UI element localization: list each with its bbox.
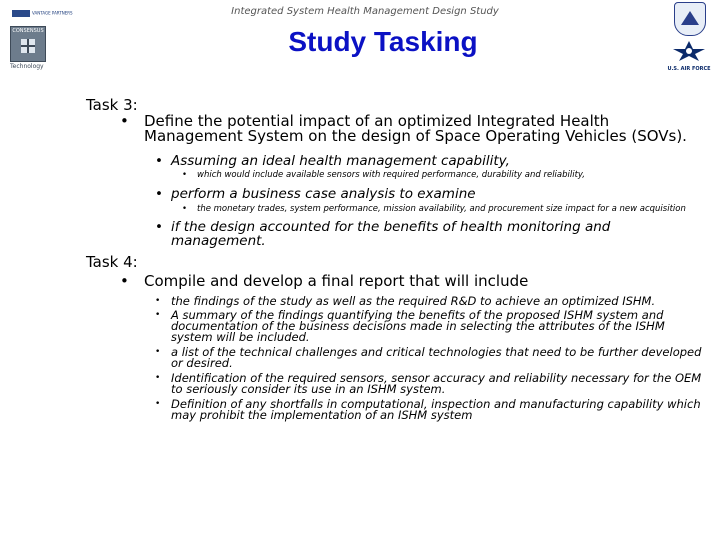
afrl-shield-icon [674,2,706,36]
task4-item-text: a list of the technical challenges and critical technologies that need to be further developed or desired. [171,345,702,370]
bullet-icon: • [155,153,163,169]
slide-body [86,96,706,421]
task3-sub1-detail-bullet [86,171,706,180]
task4-item-text: Identification of the required sensors, sensor accuracy and reliability necessary for the OEM to seriously consider its use in an ISHM system. [171,371,702,396]
task4-item-text: the findings of the study as well as the required R&D to achieve an optimized ISHM. [171,294,656,308]
air-force-symbol-icon [672,40,706,62]
task3-sub2-detail-text: the monetary trades, system performance, mission availability, and procurement size impact for a new acquisition [197,204,686,214]
task3-sub1-text: Assuming an ideal health management capability, [171,153,510,169]
task3-sub1-bullet [86,154,706,168]
bullet-icon: • [182,204,188,214]
task4-item [86,296,706,307]
bullet-icon: • [155,186,163,202]
task3-heading: Task 3: [86,96,138,114]
consensus-logo-text: CONSENSUS [12,28,44,34]
task3-sub1-detail-text: which would include available sensors with required performance, durability and reliability, [197,170,586,180]
task3-main-text: Define the potential impact of an optimized Integrated Health Management System on the design of Space Operating Vehicles (SOVs). [144,112,687,145]
page-title: Study Tasking [288,26,478,57]
task4-heading: Task 4: [86,253,138,271]
header-subtitle: Integrated System Health Management Design Study [231,6,499,17]
task4-main-text: Compile and develop a final report that will include [144,272,529,290]
task4-item [86,399,706,421]
task4-item-text: A summary of the findings quantifying the benefits of the proposed ISHM system and documentation of the business decisions made in selecting the attributes of the ISHM system will be included. [171,308,665,344]
task3-main-bullet [86,114,706,144]
bullet-icon: • [120,112,129,130]
air-force-label: U.S. AIR FORCE [667,66,711,72]
bullet-icon: • [182,170,188,180]
bullet-icon: • [155,347,161,357]
task3-sub2-bullet [86,187,706,201]
task4-main-bullet [86,274,706,289]
bullet-icon: • [155,219,163,235]
task4-item [86,310,706,343]
task3-sub3-bullet [86,220,706,248]
air-force-logos [662,2,714,74]
bullet-icon: • [155,373,161,383]
bullet-icon: • [155,399,161,409]
bullet-icon: • [155,310,161,320]
task4-item-text: Definition of any shortfalls in computational, inspection and manufacturing capability which may prohibit the implementation of an ISHM system [171,397,701,422]
task3-sub2-text: perform a business case analysis to examine [171,186,476,202]
bullet-icon: • [120,272,129,290]
task4-item [86,347,706,369]
task4-item [86,373,706,395]
technology-label: Technology [10,63,44,70]
task3-sub2-detail-bullet [86,205,706,214]
bullet-icon: • [155,296,161,306]
vantage-logo-text: VANTAGE PARTNERS [32,10,73,16]
task3-sub3-text: if the design accounted for the benefits of health monitoring and management. [171,219,611,249]
shield-emblem-icon [681,11,699,25]
